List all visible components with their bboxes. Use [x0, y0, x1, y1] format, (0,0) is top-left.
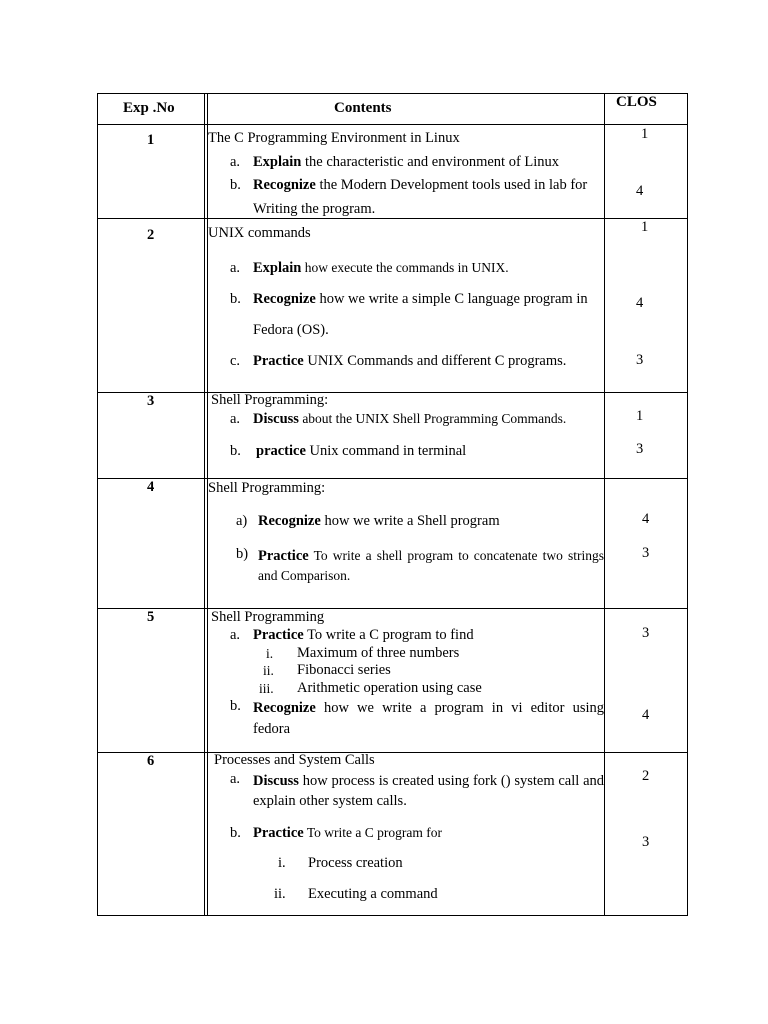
exp-number: 2 — [147, 227, 155, 243]
item-text: UNIX Commands and different C programs. — [303, 353, 567, 369]
item-marker: a. — [230, 771, 241, 787]
row-title: Shell Programming: — [211, 392, 329, 408]
list-item — [253, 771, 604, 811]
header-exp-no: Exp .No — [123, 100, 175, 116]
item-marker: b. — [230, 698, 241, 714]
item-text: how we write a simple C language program in — [315, 291, 588, 307]
exp-number: 3 — [147, 393, 155, 409]
item-continuation: Fedora (OS). — [253, 322, 329, 338]
item-verb: practice — [256, 443, 306, 459]
sub-item: Executing a command — [308, 886, 438, 902]
header-clos: CLOS — [616, 94, 657, 110]
sub-item: Process creation — [308, 855, 403, 871]
clo-value: 3 — [636, 352, 644, 368]
item-text: the characteristic and environment of Linux — [301, 154, 560, 170]
sub-marker: i. — [266, 646, 274, 661]
item-marker: b. — [230, 177, 241, 193]
item-marker: b. — [230, 825, 241, 841]
row-title: Shell Programming — [211, 609, 325, 625]
item-continuation: Writing the program. — [253, 201, 376, 217]
item-verb: Recognize — [253, 177, 316, 193]
item-marker: a. — [230, 154, 241, 170]
item-verb: Recognize — [253, 700, 316, 716]
item-text: To write a shell program to concatenate two strings and Comparison. — [258, 548, 604, 583]
item-text: how we write a Shell program — [320, 513, 500, 529]
row-title: The C Programming Environment in Linux — [208, 130, 460, 146]
clo-value: 3 — [642, 834, 650, 850]
exp-number: 6 — [147, 753, 155, 769]
item-marker: a. — [230, 260, 241, 276]
item-marker: b. — [230, 443, 241, 459]
list-item — [256, 443, 466, 460]
item-text: To write a C program for — [303, 825, 442, 840]
item-marker: a) — [236, 513, 248, 529]
sub-marker: i. — [278, 855, 286, 871]
list-item — [253, 353, 566, 370]
exp-number: 1 — [147, 132, 155, 148]
list-item — [253, 825, 442, 842]
item-verb: Explain — [253, 154, 302, 170]
row-title: UNIX commands — [208, 225, 311, 241]
list-item — [253, 177, 587, 194]
header-contents: Contents — [334, 100, 392, 116]
item-verb: Recognize — [253, 291, 316, 307]
clo-value: 4 — [642, 511, 650, 527]
item-text: how process is created using fork () system call and explain other system calls. — [253, 773, 604, 809]
clo-value: 4 — [636, 183, 644, 199]
list-item — [253, 291, 588, 308]
list-item — [253, 154, 559, 171]
sub-marker: iii. — [259, 681, 274, 696]
sub-item: Arithmetic operation using case — [297, 680, 482, 696]
item-marker: c. — [230, 353, 241, 369]
item-verb: Practice — [253, 825, 304, 841]
clo-value: 4 — [642, 707, 650, 723]
sub-marker: ii. — [263, 663, 274, 678]
row-title: Processes and System Calls — [214, 752, 375, 768]
clo-value: 3 — [636, 441, 644, 457]
clo-value: 3 — [642, 625, 650, 641]
item-marker: b. — [230, 291, 241, 307]
item-text: how execute the commands in UNIX. — [301, 260, 509, 275]
item-verb: Explain — [253, 260, 302, 276]
item-marker: a. — [230, 627, 241, 643]
clo-value: 3 — [642, 545, 650, 561]
sub-marker: ii. — [274, 886, 286, 902]
item-text: how we write a program in vi editor using fedora — [253, 700, 604, 737]
sub-item: Fibonacci series — [297, 662, 391, 678]
item-marker: a. — [230, 411, 241, 427]
item-text: about the UNIX Shell Programming Commands. — [298, 411, 567, 426]
item-verb: Practice — [258, 548, 309, 564]
clo-value: 1 — [641, 126, 649, 142]
clo-value: 1 — [636, 408, 644, 424]
list-item — [258, 513, 500, 530]
clo-value: 2 — [642, 768, 650, 784]
item-text: To write a C program to find — [303, 627, 474, 643]
list-item — [258, 546, 604, 586]
exp-number: 4 — [147, 479, 155, 495]
item-marker: b) — [236, 546, 249, 562]
list-item — [253, 260, 509, 277]
item-verb: Practice — [253, 627, 304, 643]
item-verb: Recognize — [258, 513, 321, 529]
item-text: Unix command in terminal — [305, 443, 467, 459]
item-verb: Practice — [253, 353, 304, 369]
item-text: the Modern Development tools used in lab for — [315, 177, 588, 193]
item-verb: Discuss — [253, 411, 299, 427]
clo-value: 4 — [636, 295, 644, 311]
sub-item: Maximum of three numbers — [297, 645, 460, 661]
item-verb: Discuss — [253, 773, 299, 789]
list-item — [253, 627, 474, 644]
list-item — [253, 698, 604, 740]
clo-value: 1 — [641, 219, 649, 235]
row-title: Shell Programming: — [208, 480, 326, 496]
list-item — [253, 411, 566, 428]
exp-number: 5 — [147, 609, 155, 625]
